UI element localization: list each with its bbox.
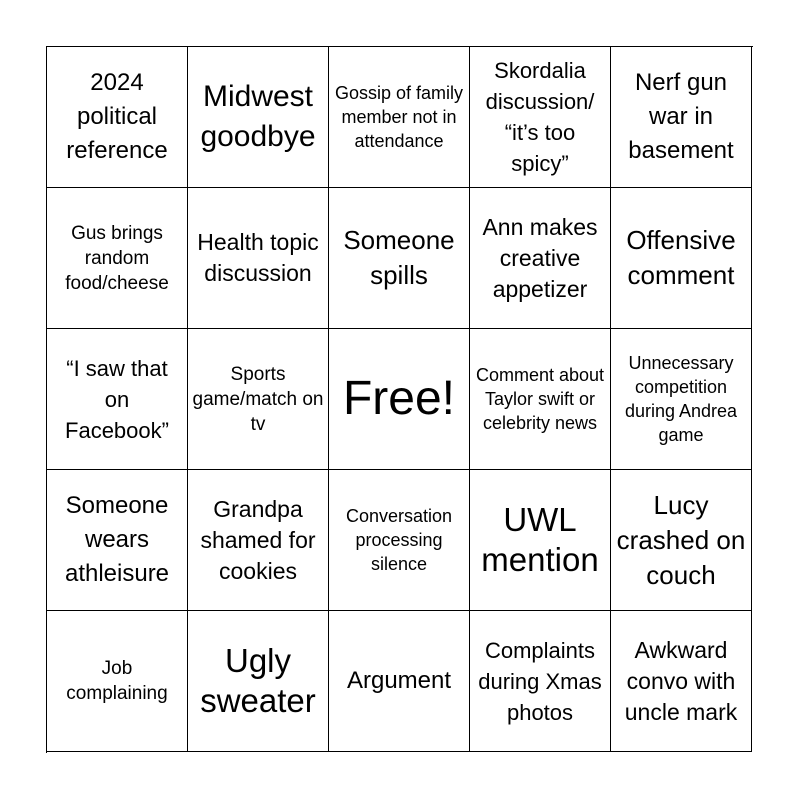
bingo-cell[interactable] xyxy=(611,329,752,470)
bingo-cell[interactable] xyxy=(329,188,470,329)
cell-text: Midwest goodbye xyxy=(200,80,316,153)
bingo-cell[interactable] xyxy=(47,470,188,611)
bingo-cell[interactable] xyxy=(470,470,611,611)
bingo-cell[interactable] xyxy=(47,329,188,470)
cell-text: UWL mention xyxy=(481,501,599,578)
cell-text: Ann makes creative appetizer xyxy=(482,213,598,302)
bingo-cell[interactable] xyxy=(470,329,611,470)
cell-text: Skordalia discussion/ “it’s too spicy” xyxy=(485,58,595,176)
bingo-cell[interactable] xyxy=(470,188,611,329)
bingo-cell[interactable] xyxy=(188,188,329,329)
free-space-text: Free! xyxy=(342,372,456,425)
bingo-cell[interactable] xyxy=(611,188,752,329)
cell-text: Awkward convo with uncle mark xyxy=(624,636,738,725)
bingo-cell[interactable] xyxy=(329,47,470,188)
bingo-cell[interactable] xyxy=(329,470,470,611)
bingo-cell[interactable] xyxy=(188,329,329,470)
bingo-cell[interactable] xyxy=(611,470,752,611)
cell-text: Ugly sweater xyxy=(200,642,316,719)
bingo-cell[interactable] xyxy=(188,470,329,611)
cell-text: “I saw that on Facebook” xyxy=(65,355,169,443)
cell-text: Someone wears athleisure xyxy=(64,492,170,587)
bingo-cell[interactable] xyxy=(470,47,611,188)
cell-text: Gus brings random food/cheese xyxy=(65,222,169,294)
cell-text: Argument xyxy=(346,667,452,694)
bingo-cell-free[interactable] xyxy=(329,329,470,470)
bingo-cell[interactable] xyxy=(611,47,752,188)
cell-text: Grandpa shamed for cookies xyxy=(200,495,316,584)
cell-text: Lucy crashed on couch xyxy=(616,489,746,590)
bingo-cell[interactable] xyxy=(329,611,470,752)
cell-text: Nerf gun war in basement xyxy=(628,69,734,164)
bingo-cell[interactable] xyxy=(611,611,752,752)
cell-text: Job complaining xyxy=(66,658,168,704)
cell-text: Conversation processing silence xyxy=(345,506,453,574)
bingo-board xyxy=(46,46,753,753)
cell-text: Unnecessary competition during Andrea game xyxy=(624,353,738,445)
bingo-cell[interactable] xyxy=(188,611,329,752)
bingo-cell[interactable] xyxy=(47,611,188,752)
cell-text: Complaints during Xmas photos xyxy=(478,637,602,725)
cell-text: Comment about Taylor swift or celebrity news xyxy=(475,365,605,433)
cell-text: Health topic discussion xyxy=(197,229,319,286)
cell-text: Gossip of family member not in attendance xyxy=(334,83,464,151)
bingo-cell[interactable] xyxy=(188,47,329,188)
cell-text: Someone spills xyxy=(343,225,455,290)
bingo-cell[interactable] xyxy=(47,47,188,188)
bingo-cell[interactable] xyxy=(470,611,611,752)
cell-text: Sports game/match on tv xyxy=(192,363,324,435)
cell-text: 2024 political reference xyxy=(66,69,168,164)
bingo-cell[interactable] xyxy=(47,188,188,329)
cell-text: Offensive comment xyxy=(626,225,736,290)
